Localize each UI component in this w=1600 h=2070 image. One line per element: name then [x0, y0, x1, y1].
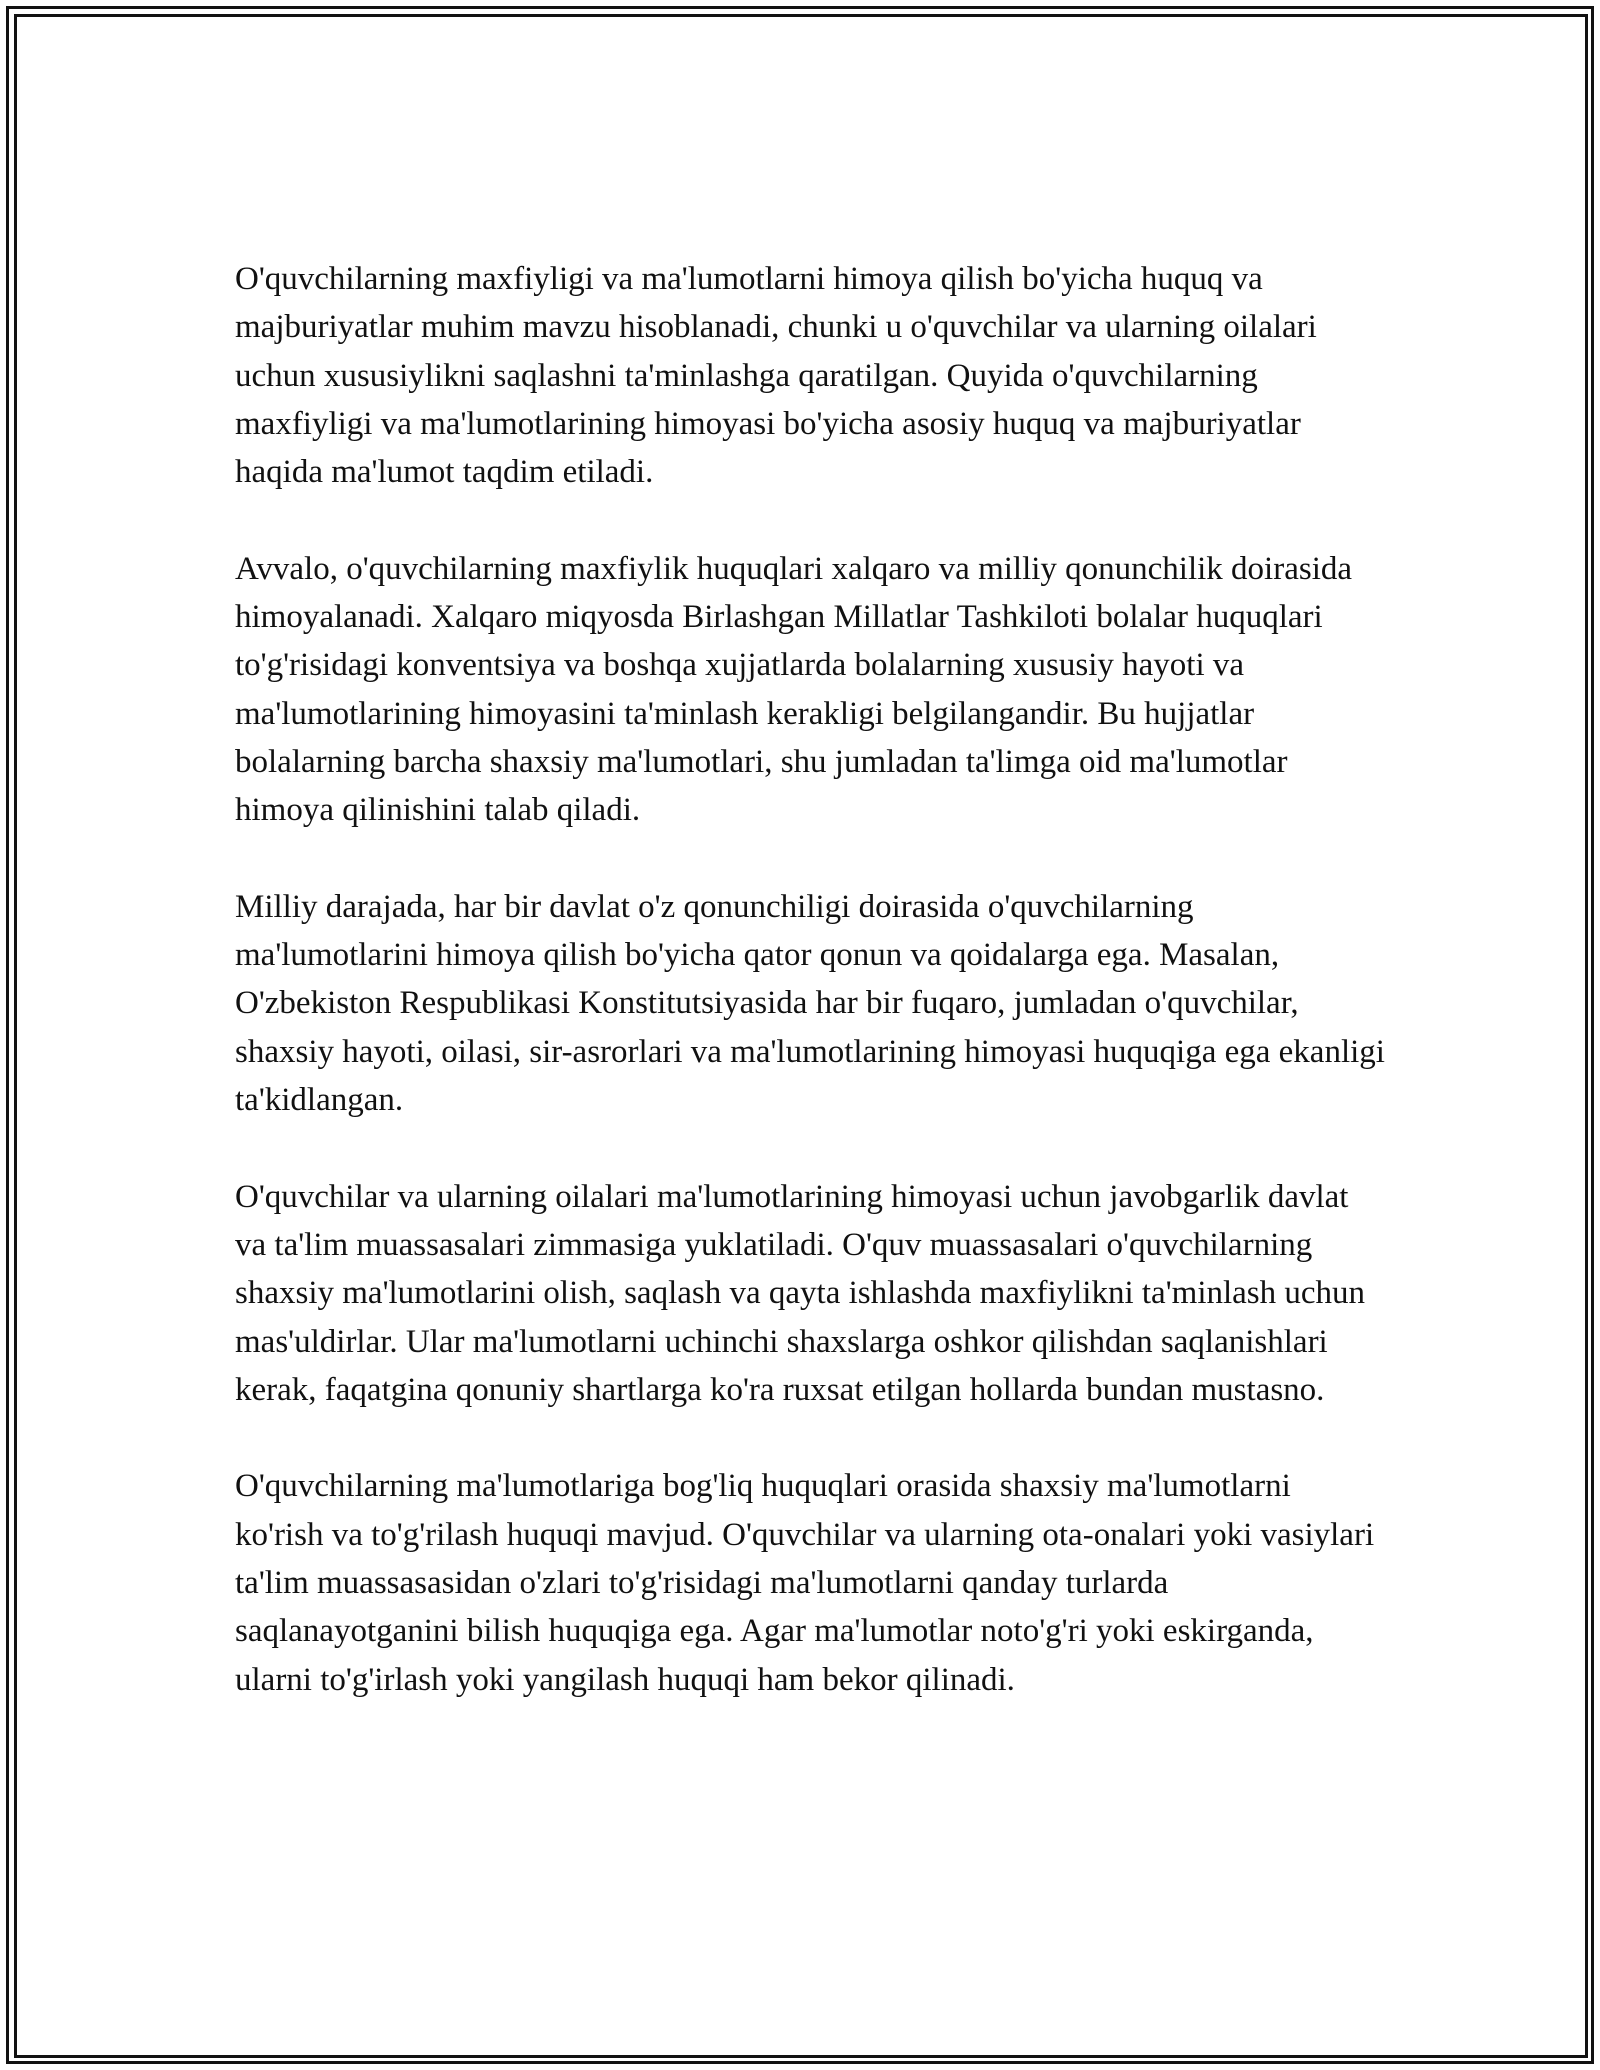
paragraph-national-law: Milliy darajada, har bir davlat o'z qonunchiligi doirasida o'quvchilarning ma'lumotlarini himoya qilish bo'yicha qator qonun va qoidalarga ega. Masalan, O'zbekiston Respublikasi Konstitutsiyasida har bir fuqaro, jumladan o'quvchilar, shaxsiy hayoti, oilasi, sir-asrorlari va ma'lumotlarining himoyasi huquqiga ega ekanligi ta'kidlangan. [235, 888, 1385, 1119]
paragraph-international-law: Avvalo, o'quvchilarning maxfiylik huquqlari xalqaro va milliy qonunchilik doirasida himoyalanadi. Xalqaro miqyosda Birlashgan Millatlar Tashkiloti bolalar huquqlari to'g'risidagi konventsiya va boshqa xujjatlarda bolalarning xususiy hayoti va ma'lumotlarining himoyasini ta'minlash kerakligi belgilangandir. Bu hujjatlar bolalarning barcha shaxsiy ma'lumotlari, shu jumladan ta'limga oid ma'lumotlar himoya qilinishini talab qiladi. [235, 550, 1353, 829]
paragraph-intro: O'quvchilarning maxfiyligi va ma'lumotlarni himoya qilish bo'yicha huquq va majburiyatlar muhim mavzu hisoblanadi, chunki u o'quvchilar va ularning oilalari uchun xususiylikni saqlashni ta'minlashga qaratilgan. Quyida o'quvchilarning maxfiyligi va ma'lumotlarining himoyasi bo'yicha asosiy huquq va majburiyatlar haqida ma'lumot taqdim etiladi. [235, 261, 1317, 491]
document-body [235, 255, 1385, 1752]
paragraph-responsibility: O'quvchilar va ularning oilalari ma'lumotlarining himoyasi uchun javobgarlik davlat va ta'lim muassasalari zimmasiga yuklatiladi. O'quv muassasalari o'quvchilarning shaxsiy ma'lumotlarini olish, saqlash va qayta ishlashda maxfiylikni ta'minlash uchun mas'uldirlar. Ular ma'lumotlarni uchinchi shaxslarga oshkor qilishdan saqlanishlari kerak, faqatgina qonuniy shartlarga ko'ra ruxsat etilgan hollarda bundan mustasno. [235, 1178, 1366, 1408]
paragraph-data-rights: O'quvchilarning ma'lumotlariga bog'liq huquqlari orasida shaxsiy ma'lumotlarni ko'rish va to'g'rilash huquqi mavjud. O'quvchilar va ularning ota-onalari yoki vasiylari ta'lim muassasasidan o'zlari to'g'risidagi ma'lumotlarni qanday turlarda saqlanayotganini bilish huquqiga ega. Agar ma'lumotlar noto'g'ri yoki eskirganda, ularni to'g'irlash yoki yangilash huquqi ham bekor qilinadi. [235, 1468, 1375, 1698]
